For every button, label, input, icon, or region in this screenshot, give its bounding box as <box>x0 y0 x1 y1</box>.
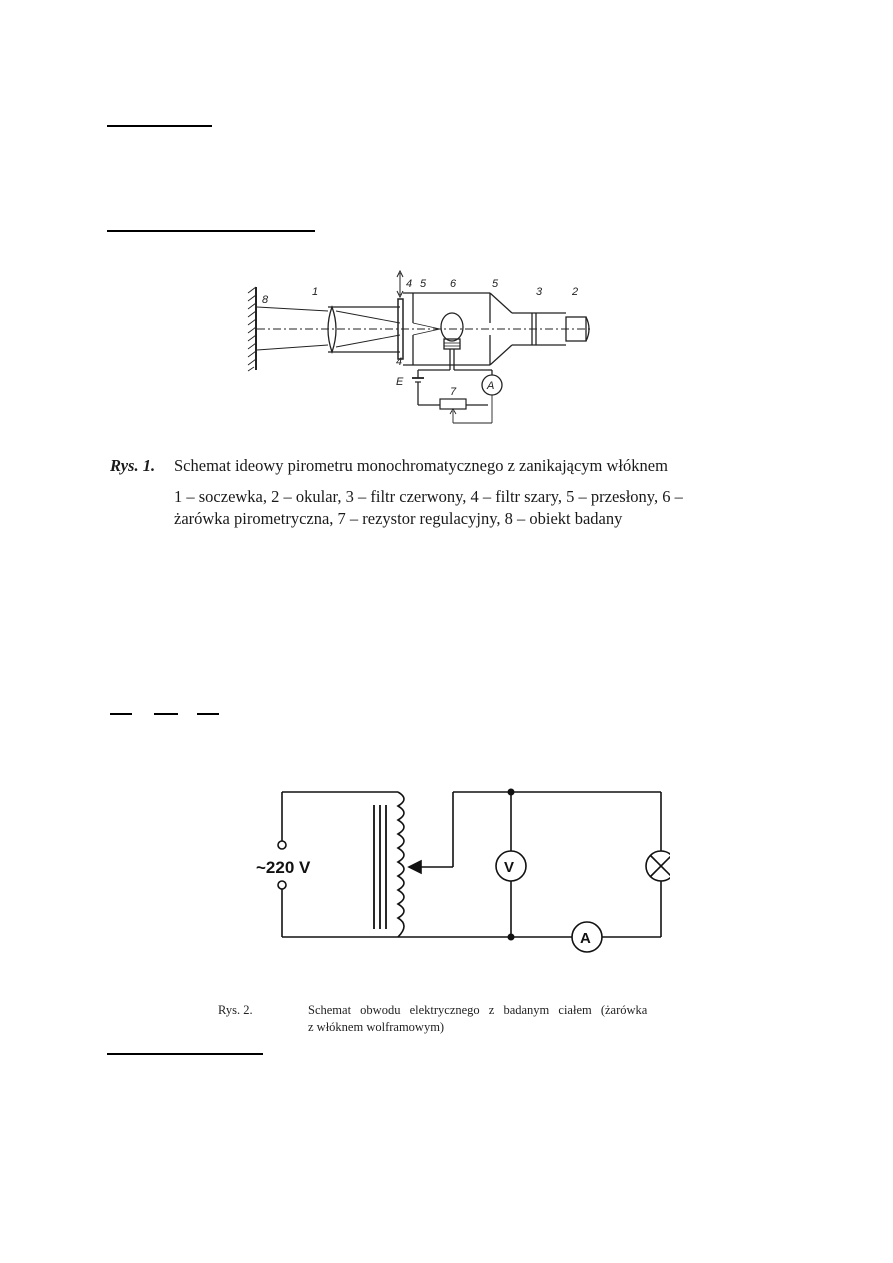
label-2: 2 <box>572 286 579 298</box>
figure-1-legend-line-1: 1 – soczewka, 2 – okular, 3 – filtr czerwony, 4 – filtr szary, 5 – przesłony, 6 – <box>174 487 683 506</box>
formula-underline-a <box>110 713 132 715</box>
source-voltage-label: ~220 V <box>256 858 311 877</box>
formula-underline-b <box>154 713 178 715</box>
formula-underline-c <box>197 713 219 715</box>
label-e: E <box>396 376 404 388</box>
figure-1-caption-title: Schemat ideowy pirometru monochromatycznego z zanikającym włóknem <box>174 456 668 475</box>
label-4: 4 <box>406 278 413 290</box>
label-7: 7 <box>450 386 457 398</box>
figure-2-caption-line-1: Schemat obwodu elektrycznego z badanym ciałem (żarówka <box>308 1003 648 1017</box>
heading-underline-3 <box>107 1053 263 1055</box>
figure-1-caption <box>110 456 155 476</box>
label-6: 6 <box>450 278 457 290</box>
figure-2-caption-label: Rys. 2. <box>218 1003 253 1017</box>
label-3: 3 <box>536 286 543 298</box>
label-8: 8 <box>262 294 269 306</box>
label-5b: 5 <box>492 278 499 290</box>
ammeter-symbol: A <box>487 380 495 392</box>
label-1: 1 <box>312 286 319 298</box>
heading-underline-2 <box>107 230 315 232</box>
figure-2-caption-line-2: z włóknem wolframowym) <box>308 1020 445 1034</box>
circuit-diagram <box>250 775 670 955</box>
heading-underline-1 <box>107 125 212 127</box>
figure-1-legend-line-2: żarówka pirometryczna, 7 – rezystor regulacyjny, 8 – obiekt badany <box>174 509 623 528</box>
label-5: 5 <box>420 278 427 290</box>
pyrometer-diagram <box>240 265 600 430</box>
label-4b: 4 <box>396 356 403 368</box>
voltmeter-symbol: V <box>504 859 515 876</box>
ammeter-symbol-2: A <box>580 930 591 947</box>
figure-1-caption-label: Rys. 1. <box>110 456 156 475</box>
